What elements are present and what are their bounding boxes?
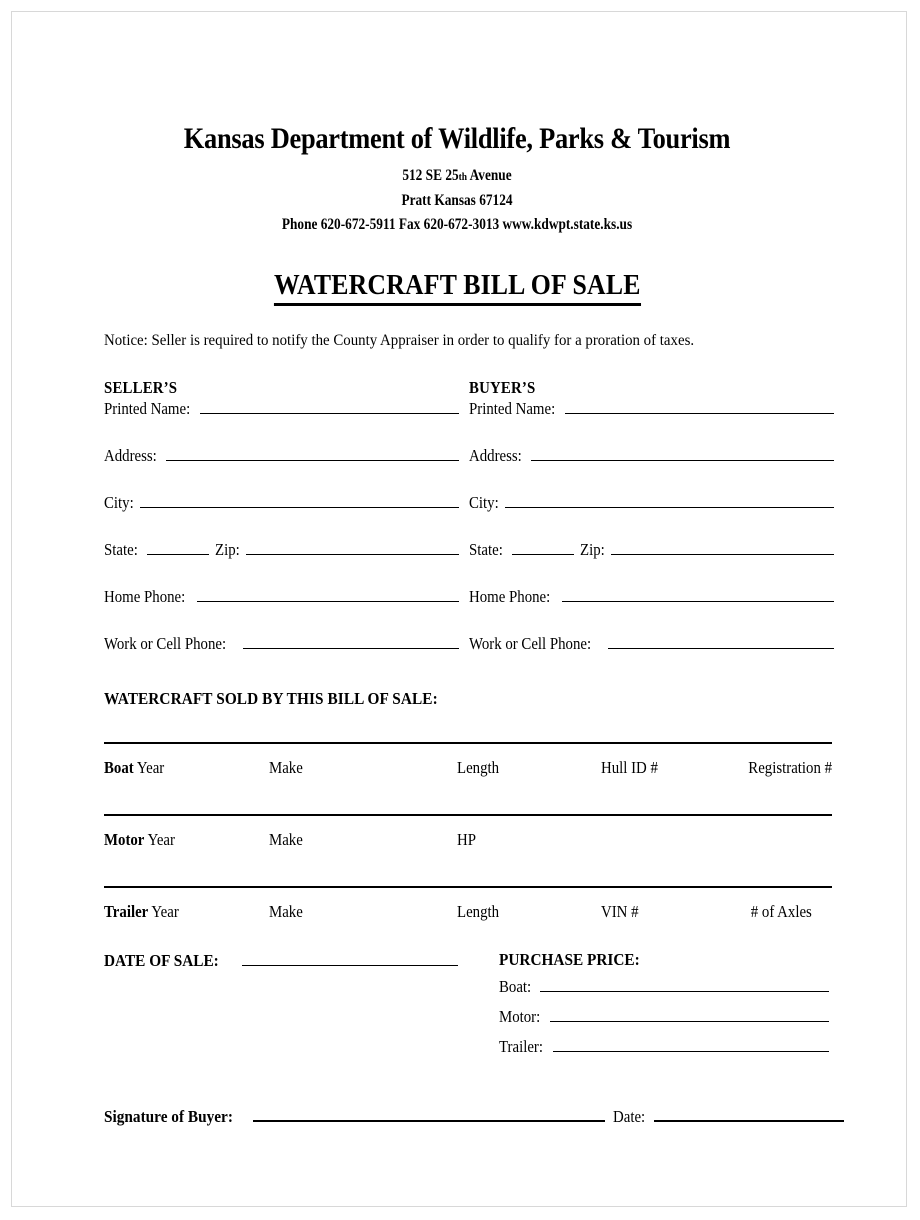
spacer: [104, 610, 459, 633]
signature-of-buyer-label: Signature of Buyer:: [104, 1107, 233, 1126]
street-address-suffix: Avenue: [467, 167, 512, 184]
spacer: [469, 469, 834, 492]
watercraft-trailer-year-label: Year: [148, 902, 179, 921]
seller-work-cell-phone-input[interactable]: [243, 633, 459, 649]
purchase-price-boat-label: Boat:: [499, 977, 532, 996]
watercraft-boat-type-cell: [104, 758, 164, 778]
seller-printed-name-input[interactable]: [200, 398, 459, 414]
purchase-price-motor-label: Motor:: [499, 1007, 541, 1026]
buyer-section: [469, 378, 834, 657]
seller-state-input[interactable]: [147, 539, 209, 555]
seller-printed-name-row: [104, 398, 459, 422]
spacer: [104, 469, 459, 492]
buyer-city-row: [469, 492, 834, 516]
buyer-state-input[interactable]: [512, 539, 574, 555]
watercraft-motor-hp-label: HP: [457, 830, 476, 849]
buyer-printed-name-input[interactable]: [565, 398, 834, 414]
date-of-sale-row: [104, 950, 454, 971]
spacer: [104, 563, 459, 586]
buyer-city-label: City:: [469, 493, 499, 512]
document-title-text: WATERCRAFT BILL OF SALE: [274, 270, 641, 306]
watercraft-boat-registration-label: Registration #: [748, 758, 832, 777]
date-of-sale-label: DATE OF SALE:: [104, 951, 219, 970]
buyer-city-input[interactable]: [505, 492, 834, 508]
watercraft-trailer-vin-label: VIN #: [601, 902, 639, 921]
watercraft-row-motor: [104, 814, 832, 886]
buyer-heading: BUYER’S: [469, 378, 536, 397]
organization-street-address: [135, 167, 780, 185]
buyer-address-row: [469, 445, 834, 469]
watercraft-row-trailer: [104, 886, 832, 958]
watercraft-boat-year-label: Year: [133, 758, 165, 777]
organization-city-state-zip: Pratt Kansas 67124: [401, 192, 513, 209]
organization-contact-line: Phone 620-672-5911 Fax 620-672-3013 www.kdwpt.state.ks.us: [281, 216, 633, 233]
buyer-address-input[interactable]: [531, 445, 834, 461]
buyer-home-phone-row: [469, 586, 834, 610]
signature-of-buyer-input[interactable]: [253, 1104, 605, 1122]
buyer-printed-name-label: Printed Name:: [469, 399, 556, 418]
buyer-zip-label: Zip:: [579, 540, 605, 559]
date-of-sale-input[interactable]: [242, 950, 458, 966]
document-title: [82, 270, 832, 306]
spacer: [469, 516, 834, 539]
seller-work-cell-phone-row: [104, 633, 459, 657]
seller-home-phone-label: Home Phone:: [104, 587, 186, 606]
purchase-price-boat-input[interactable]: [540, 976, 829, 992]
purchase-price-title: PURCHASE PRICE:: [499, 950, 640, 969]
notice-text: Notice: Seller is required to notify the County Appraiser in order to qualify for a proration of taxes.: [104, 332, 695, 349]
watercraft-trailer-make-label: Make: [269, 902, 303, 921]
seller-state-zip-row: [104, 539, 459, 563]
watercraft-motor-year-label: Year: [144, 830, 175, 849]
purchase-price-boat-row: [499, 976, 829, 1000]
buyer-work-cell-phone-label: Work or Cell Phone:: [469, 634, 592, 653]
buyer-work-cell-phone-row: [469, 633, 834, 657]
buyer-home-phone-label: Home Phone:: [469, 587, 551, 606]
organization-name: Kansas Department of Wildlife, Parks & Tourism: [183, 122, 731, 155]
watercraft-boat-make-label: Make: [269, 758, 303, 777]
page-content: [92, 12, 832, 1206]
signature-row: [104, 1104, 844, 1127]
watercraft-boat-type-label: Boat: [104, 758, 134, 777]
watercraft-boat-length-label: Length: [457, 758, 500, 777]
seller-address-row: [104, 445, 459, 469]
purchase-price-section: [499, 950, 829, 1060]
seller-city-label: City:: [104, 493, 134, 512]
purchase-price-trailer-input[interactable]: [553, 1036, 829, 1052]
document-page: [11, 11, 907, 1207]
watercraft-trailer-axles-label: # of Axles: [750, 902, 812, 921]
seller-city-input[interactable]: [140, 492, 459, 508]
purchase-price-motor-row: [499, 1006, 829, 1030]
spacer: [469, 422, 834, 445]
buyer-work-cell-phone-input[interactable]: [608, 633, 834, 649]
buyer-state-label: State:: [469, 540, 503, 559]
buyer-home-phone-input[interactable]: [562, 586, 834, 602]
buyer-state-zip-row: [469, 539, 834, 563]
seller-address-label: Address:: [104, 446, 157, 465]
seller-city-row: [104, 492, 459, 516]
watercraft-motor-make-label: Make: [269, 830, 303, 849]
buyer-address-label: Address:: [469, 446, 522, 465]
watercraft-boat-hull-id-label: Hull ID #: [601, 758, 658, 777]
purchase-price-trailer-label: Trailer:: [499, 1037, 544, 1056]
spacer: [104, 422, 459, 445]
signature-date-input[interactable]: [654, 1104, 844, 1122]
seller-address-input[interactable]: [166, 445, 459, 461]
watercraft-section-heading: WATERCRAFT SOLD BY THIS BILL OF SALE:: [104, 689, 438, 708]
purchase-price-trailer-row: [499, 1036, 829, 1060]
spacer: [469, 610, 834, 633]
watercraft-motor-type-label: Motor: [104, 830, 145, 849]
seller-zip-label: Zip:: [214, 540, 240, 559]
watercraft-trailer-type-cell: [104, 902, 179, 922]
watercraft-motor-type-cell: [104, 830, 175, 850]
seller-home-phone-row: [104, 586, 459, 610]
seller-state-label: State:: [104, 540, 138, 559]
seller-printed-name-label: Printed Name:: [104, 399, 191, 418]
buyer-zip-input[interactable]: [611, 539, 834, 555]
street-address-number: 512 SE 25: [402, 167, 459, 184]
seller-home-phone-input[interactable]: [197, 586, 459, 602]
seller-heading: SELLER’S: [104, 378, 178, 397]
watercraft-trailer-type-label: Trailer: [104, 902, 149, 921]
purchase-price-motor-input[interactable]: [550, 1006, 829, 1022]
signature-date-label: Date:: [613, 1107, 646, 1126]
seller-zip-input[interactable]: [246, 539, 459, 555]
seller-section: [104, 378, 459, 657]
watercraft-trailer-length-label: Length: [457, 902, 500, 921]
watercraft-row-boat: [104, 742, 832, 814]
spacer: [104, 516, 459, 539]
seller-work-cell-phone-label: Work or Cell Phone:: [104, 634, 227, 653]
street-address-ordinal-suffix: th: [458, 171, 468, 183]
spacer: [469, 563, 834, 586]
buyer-printed-name-row: [469, 398, 834, 422]
